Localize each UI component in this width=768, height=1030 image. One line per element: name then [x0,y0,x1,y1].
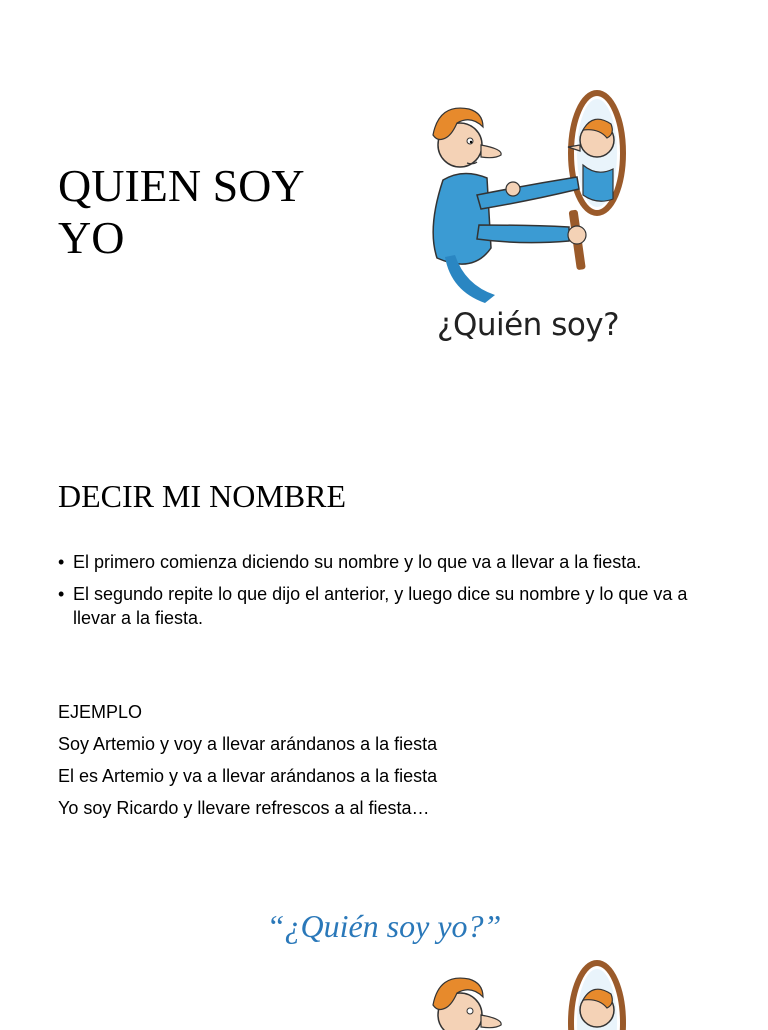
example-line: Soy Artemio y voy a llevar arándanos a la fiesta [58,734,438,754]
example-line: El es Artemio y va a llevar arándanos a la fiesta [58,766,438,786]
bullet-list [58,550,698,638]
quote-title: “¿Quién soy yo?” [266,908,502,944]
mirror-illustration [415,85,645,360]
bullet-icon: • [58,584,65,604]
example-line: Yo soy Ricardo y llevare refrescos a al fiesta… [58,798,430,818]
example-label: EJEMPLO [58,702,143,722]
example-block [58,696,437,824]
image-caption: ¿Quién soy? [437,307,620,343]
section-heading: DECIR MI NOMBRE [58,478,347,514]
man-looking-in-mirror-icon [415,955,645,1030]
list-item [58,582,698,630]
bullet-text: El primero comienza diciendo su nombre y lo que va a llevar a la fiesta. [73,552,642,572]
slide-title-line2: YO [58,212,125,263]
slide-title-line1: QUIEN SOY [58,160,305,211]
man-looking-in-mirror-icon [415,85,645,305]
bullet-text: El segundo repite lo que dijo el anterior, y luego dice su nombre y lo que va a llevar a la fiesta. [73,584,688,628]
slide-title [58,160,358,264]
list-item [58,550,698,574]
bullet-icon: • [58,552,65,572]
mirror-illustration-bottom [415,955,645,1030]
